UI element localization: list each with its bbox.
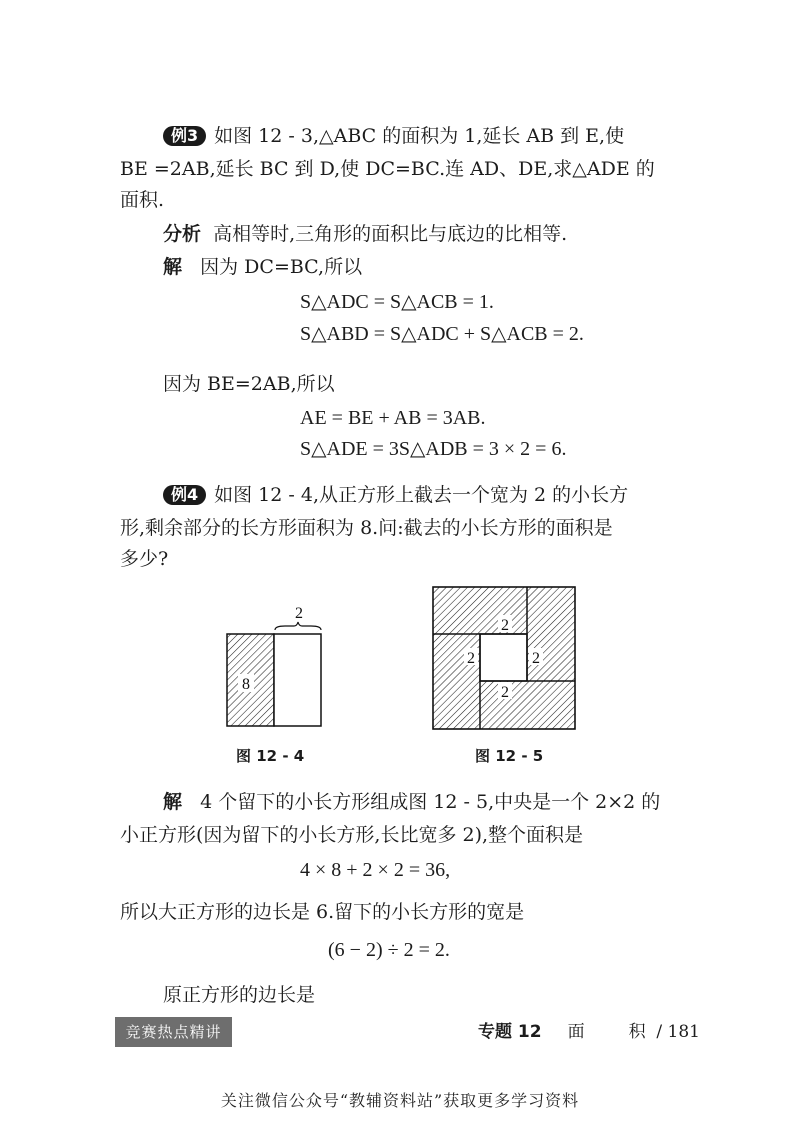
example3-line2: BE =2AB,延长 BC 到 D,使 DC=BC.连 AD、DE,求△ADE 的 [120, 158, 655, 180]
analysis-label: 分析 [163, 223, 202, 245]
example4-line1: 例4 如图 12 - 4,从正方形上截去一个宽为 2 的小长方 [163, 483, 628, 507]
equation-2: S△ABD = S△ADC + S△ACB = 2. [300, 323, 584, 345]
equation-3: AE = BE + AB = 3AB. [300, 407, 486, 429]
figure-12-5-caption: 图 12 - 5 [475, 747, 544, 765]
footer-topic: 专题 12 [478, 1022, 542, 1042]
footer-title-2: 积 [628, 1022, 646, 1042]
center-square [480, 634, 527, 681]
solution4-line3: 所以大正方形的边长是 6.留下的小长方形的宽是 [120, 901, 525, 923]
example4-line3: 多少? [120, 548, 169, 570]
solution3-label: 解 [163, 256, 183, 278]
label-left: 2 [467, 650, 475, 667]
page-number: / 181 [656, 1022, 700, 1042]
solution4-label: 解 [163, 791, 183, 813]
figure-12-5 [428, 584, 580, 734]
example3-line1: 例3 如图 12 - 3,△ABC 的面积为 1,延长 AB 到 E,使 [163, 124, 624, 148]
page-footer [478, 1020, 700, 1044]
example3-badge: 例3 [163, 126, 206, 146]
section-tag: 竞赛热点精讲 [115, 1017, 232, 1047]
solution4-equation-1: 4 × 8 + 2 × 2 = 36, [300, 859, 451, 881]
example3-line3: 面积. [120, 189, 165, 211]
solution4-line1: 解 4 个留下的小长方形组成图 12 - 5,中央是一个 2×2 的 [163, 791, 661, 813]
equation-1: S△ADC = S△ACB = 1. [300, 291, 494, 313]
width-label: 2 [295, 605, 303, 622]
label-bottom: 2 [501, 684, 509, 701]
because-line: 因为 BE=2AB,所以 [163, 373, 335, 395]
solution4-equation-2: (6 − 2) ÷ 2 = 2. [328, 939, 450, 961]
solution4-line4: 原正方形的边长是 [163, 984, 316, 1006]
example4-badge: 例4 [163, 485, 206, 505]
figure-12-4-caption: 图 12 - 4 [236, 747, 305, 765]
width-brace [275, 622, 321, 630]
figure-12-4 [215, 600, 335, 732]
example4-line2: 形,剩余部分的长方形面积为 8.问:截去的小长方形的面积是 [120, 517, 613, 539]
footer-title-1: 面 [567, 1022, 585, 1042]
solution3: 解 因为 DC=BC,所以 [163, 256, 363, 278]
equation-4: S△ADE = 3S△ADB = 3 × 2 = 6. [300, 438, 567, 460]
watermark: 关注微信公众号“教辅资料站”获取更多学习资料 [220, 1091, 580, 1110]
cut-rectangle [274, 634, 321, 726]
area-label: 8 [242, 676, 250, 693]
analysis: 分析 高相等时,三角形的面积比与底边的比相等. [163, 223, 568, 245]
solution4-line2: 小正方形(因为留下的小长方形,长比宽多 2),整个面积是 [120, 824, 584, 846]
label-right: 2 [532, 650, 540, 667]
label-top: 2 [501, 617, 509, 634]
